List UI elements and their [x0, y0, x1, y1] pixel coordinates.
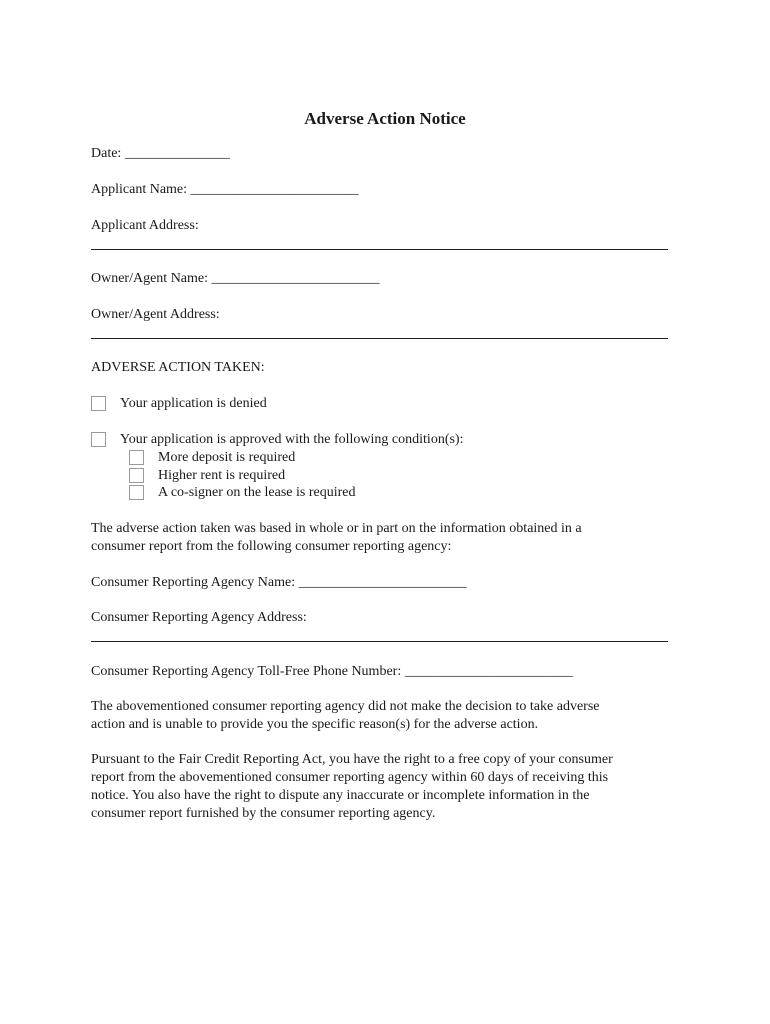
adverse-action-heading: ADVERSE ACTION TAKEN:: [91, 360, 265, 375]
owner-agent-address-label: Owner/Agent Address:: [91, 307, 220, 322]
denied-checkbox[interactable]: [91, 396, 106, 411]
decision-paragraph-line-1: The abovementioned consumer reporting agency did not make the decision to take adverse: [91, 699, 600, 714]
more-deposit-checkbox[interactable]: [129, 450, 144, 465]
denied-option-label: Your application is denied: [120, 396, 267, 411]
approved-conditions-label: Your application is approved with the following condition(s):: [120, 432, 464, 447]
co-signer-checkbox[interactable]: [129, 485, 144, 500]
co-signer-label: A co-signer on the lease is required: [158, 485, 356, 500]
basis-paragraph-line-2: consumer report from the following consumer reporting agency:: [91, 539, 452, 554]
rights-paragraph-line-2: report from the abovementioned consumer reporting agency within 60 days of receiving this: [91, 770, 609, 785]
agency-address-label: Consumer Reporting Agency Address:: [91, 610, 307, 625]
rights-paragraph-line-1: Pursuant to the Fair Credit Reporting Act, you have the right to a free copy of your consumer: [91, 752, 613, 767]
agency-name-field[interactable]: Consumer Reporting Agency Name: ________________________: [91, 575, 467, 590]
owner-agent-name-field[interactable]: Owner/Agent Name: ________________________: [91, 271, 380, 286]
date-field[interactable]: Date: _______________: [91, 146, 230, 161]
document-title: Adverse Action Notice: [304, 109, 466, 128]
approved-conditions-checkbox[interactable]: [91, 432, 106, 447]
higher-rent-checkbox[interactable]: [129, 468, 144, 483]
higher-rent-label: Higher rent is required: [158, 468, 286, 483]
agency-address-line[interactable]: [91, 641, 668, 642]
applicant-name-field[interactable]: Applicant Name: ________________________: [91, 182, 359, 197]
agency-phone-field[interactable]: Consumer Reporting Agency Toll-Free Phone Number: ________________________: [91, 664, 573, 679]
more-deposit-label: More deposit is required: [158, 450, 296, 465]
rights-paragraph-line-4: consumer report furnished by the consumer reporting agency.: [91, 806, 436, 821]
decision-paragraph-line-2: action and is unable to provide you the specific reason(s) for the adverse action.: [91, 717, 539, 732]
rights-paragraph-line-3: notice. You also have the right to dispute any inaccurate or incomplete information in the: [91, 788, 590, 803]
owner-agent-address-line[interactable]: [91, 338, 668, 339]
applicant-address-line[interactable]: [91, 249, 668, 250]
applicant-address-label: Applicant Address:: [91, 218, 199, 233]
basis-paragraph-line-1: The adverse action taken was based in whole or in part on the information obtained in a: [91, 521, 582, 536]
